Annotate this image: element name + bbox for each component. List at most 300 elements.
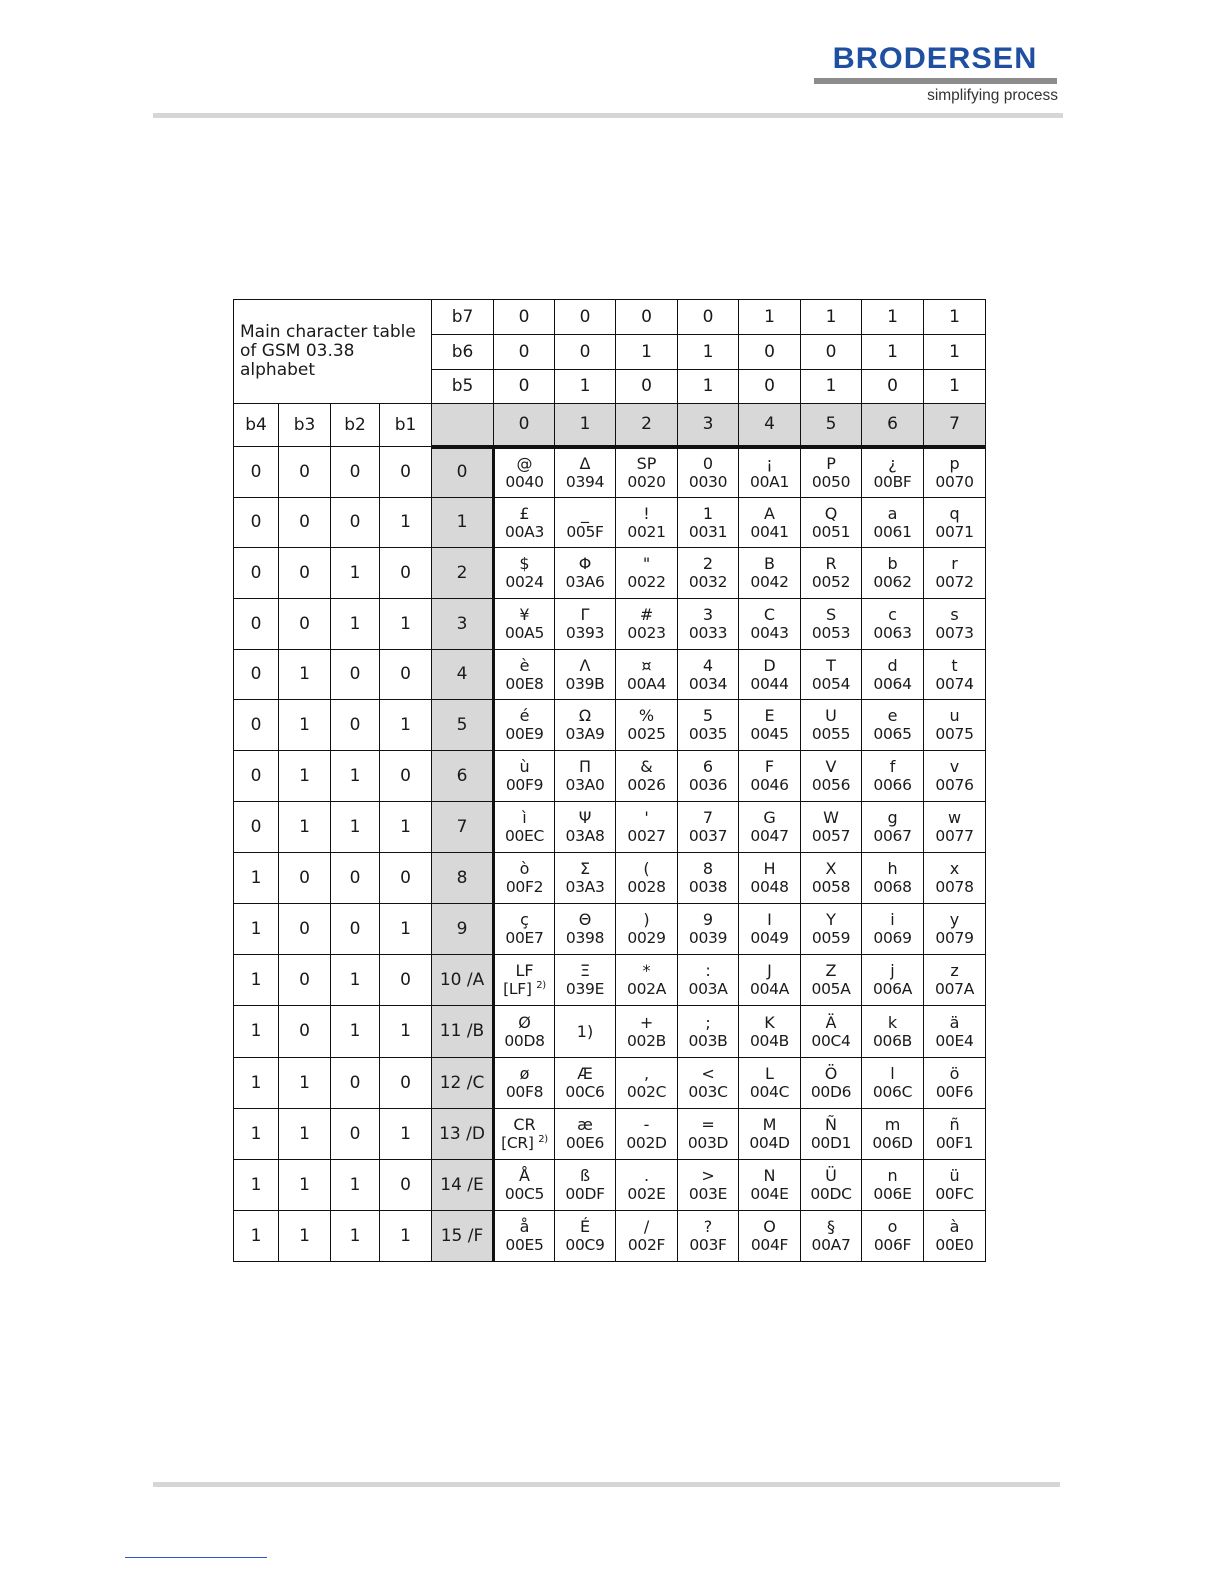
code-text: 0026 [627,776,666,794]
code-text: 03A3 [565,878,605,896]
char-cell [678,650,739,700]
unicode-code [801,878,861,896]
char-glyph: + [639,1012,654,1032]
char-cell [801,802,862,853]
low-bit-value: 0 [331,1058,380,1109]
char-glyph: R [825,554,837,573]
char-cell [555,1006,616,1058]
code-text: 0394 [565,472,605,491]
code-text: 0059 [811,929,851,947]
char-cell [616,1006,678,1058]
char-glyph: ( [643,859,650,878]
char-glyph: ç [520,910,529,929]
char-glyph: LF [515,961,534,980]
char-cell [555,599,616,650]
unicode-code [924,473,985,491]
code-text: 0075 [935,725,974,743]
unicode-code [555,573,615,591]
code-text: 00DF [565,1185,605,1203]
column-hex: 2 [616,404,678,447]
char-glyph: ¤ [641,655,652,675]
code-text: 0072 [935,573,974,591]
unicode-code [495,675,554,693]
char-glyph: 2 [702,554,714,573]
code-text: 00D1 [810,1134,852,1152]
unicode-code [616,1134,677,1152]
char-cell [862,904,924,955]
char-glyph: L [765,1064,774,1083]
char-cell [801,1109,862,1160]
char-glyph: % [638,706,655,725]
table-title: Main character table of GSM 03.38 alphabet [234,300,432,404]
low-bit-value: 1 [380,904,432,955]
char-glyph: Θ [578,910,592,929]
column-hex-row [234,404,986,447]
high-bit-value: 0 [555,300,616,335]
low-bit-value: 1 [331,599,380,650]
char-cell [924,700,986,751]
code-text: 0047 [750,827,789,845]
low-bit-value: 0 [331,700,380,751]
char-glyph: CR [513,1115,536,1134]
char-glyph: Φ [578,554,592,573]
table-row [234,1109,986,1160]
char-glyph: Π [579,757,592,776]
code-text: 00E5 [505,1236,544,1254]
code-text: 002B [627,1031,667,1050]
code-text: 00D8 [504,1031,545,1050]
char-glyph: l [890,1064,895,1083]
char-cell [494,498,555,548]
char-glyph: F [764,757,775,776]
char-cell [678,700,739,751]
char-cell [494,904,555,955]
char-glyph: 0 [702,453,714,473]
char-glyph: É [579,1217,591,1236]
char-glyph: 4 [702,655,714,675]
code-text: 004C [749,1083,790,1101]
unicode-code [495,1083,554,1101]
char-glyph: Å [519,1166,530,1185]
char-cell [555,650,616,700]
unicode-code [678,1032,738,1050]
char-cell [616,1160,678,1211]
code-text: 00E6 [565,1134,605,1152]
char-glyph: , [643,1064,650,1083]
code-text: 0030 [688,472,728,491]
table-row [234,700,986,751]
char-cell [924,904,986,955]
char-cell [862,1058,924,1109]
code-text: 00C5 [504,1185,545,1203]
code-text: 005A [811,980,851,998]
low-bit-value: 1 [380,700,432,751]
table-row [234,548,986,599]
unicode-code [739,1236,800,1254]
unicode-code [801,725,861,743]
char-cell [924,955,986,1006]
char-glyph: Λ [579,655,591,675]
unicode-code [555,878,615,896]
unicode-code [924,725,985,743]
char-cell [616,1109,678,1160]
high-bit-value: 1 [801,370,862,404]
code-text: 0054 [811,674,851,693]
unicode-code [924,1032,985,1050]
low-bit-value: 0 [380,650,432,700]
row-hex: 6 [432,751,494,802]
char-glyph: 8 [702,859,714,878]
low-bit-label: b2 [331,404,380,447]
char-glyph: B [764,554,775,573]
low-bit-value: 0 [331,1109,380,1160]
code-text: 0051 [811,522,851,541]
char-cell [555,802,616,853]
char-cell [801,498,862,548]
code-text: 0063 [873,624,912,642]
char-glyph: k [887,1012,898,1032]
row-hex: 7 [432,802,494,853]
low-bit-value: 0 [279,853,331,904]
char-cell [801,700,862,751]
high-bit-value: 0 [494,300,555,335]
unicode-code [616,473,677,491]
char-cell [801,751,862,802]
char-cell [739,751,801,802]
code-text: 00E7 [505,929,544,947]
unicode-code [801,1032,861,1050]
code-text: 0045 [750,725,789,743]
unicode-code [555,980,615,998]
char-cell [616,548,678,599]
unicode-code [555,1134,615,1152]
low-bit-value: 1 [331,802,380,853]
low-bit-value: 1 [380,1109,432,1160]
code-text: 0027 [627,827,666,845]
char-glyph: u [949,706,960,725]
char-cell [862,955,924,1006]
unicode-code [801,675,861,693]
code-text: 00F8 [505,1083,544,1101]
code-text: 039E [565,980,605,998]
char-glyph: _ [581,503,590,523]
unicode-code [495,523,554,541]
char-glyph: Ψ [578,808,592,827]
code-text: 0078 [935,878,974,896]
code-text: 0068 [873,878,912,896]
low-bit-value: 0 [279,955,331,1006]
char-glyph: a [887,503,898,523]
code-text: 00D6 [810,1083,852,1101]
unicode-code [924,776,985,794]
char-cell [862,1211,924,1262]
unicode-code [495,573,554,591]
char-glyph: à [949,1217,960,1236]
unicode-code [739,1032,800,1050]
char-glyph: # [639,605,654,624]
low-bit-value: 1 [279,1109,331,1160]
char-glyph: 9 [702,910,714,929]
table-row [234,904,986,955]
code-text: 0048 [750,878,789,896]
table-row [234,599,986,650]
low-bit-value: 0 [234,650,279,700]
char-glyph: Æ [577,1064,593,1083]
row-hex: 9 [432,904,494,955]
unicode-code [801,827,861,845]
code-text: 0038 [688,878,728,896]
char-glyph: z [950,961,959,980]
char-cell [924,498,986,548]
char-glyph: Ξ [579,961,591,980]
high-bit-value: 0 [862,370,924,404]
unicode-code [801,573,861,591]
low-bit-value: 1 [331,1006,380,1058]
unicode-code [862,1185,923,1203]
column-hex: 4 [739,404,801,447]
code-text: 0036 [688,776,728,794]
high-bit-value: 0 [739,370,801,404]
code-text: 006B [873,1031,913,1050]
char-cell [739,955,801,1006]
char-glyph: $ [519,554,530,573]
char-cell [494,802,555,853]
unicode-code [862,624,923,642]
footer-link-underline[interactable] [125,1557,267,1558]
low-bit-value: 0 [234,802,279,853]
table-row [234,447,986,498]
char-glyph: x [949,859,960,878]
code-text: 0039 [688,929,728,947]
table-row [234,1006,986,1058]
column-hex: 1 [555,404,616,447]
unicode-code [739,1185,800,1203]
char-cell [678,751,739,802]
code-text: 0028 [627,878,666,896]
char-cell [924,1109,986,1160]
char-cell [924,447,986,498]
code-text: 00E8 [505,674,544,693]
char-glyph: Ω [578,706,592,725]
code-text: 0079 [935,929,974,947]
unicode-code [678,1134,738,1152]
low-bit-value: 0 [331,650,380,700]
char-cell [494,700,555,751]
char-cell [494,853,555,904]
unicode-code [495,827,554,845]
low-bit-value: 0 [234,700,279,751]
code-text: 0021 [627,522,666,541]
char-cell [678,904,739,955]
unicode-code [616,624,677,642]
code-text: 0056 [811,776,851,794]
char-cell [555,498,616,548]
char-cell [862,751,924,802]
low-bit-value: 1 [380,1211,432,1262]
low-bit-value: 1 [380,1006,432,1058]
code-text: 0057 [811,827,851,845]
unicode-code [801,523,861,541]
low-bit-value: 1 [331,955,380,1006]
char-glyph: g [887,808,898,827]
char-cell [678,955,739,1006]
code-text: 0024 [505,573,544,591]
char-cell [739,599,801,650]
unicode-code [616,1185,677,1203]
high-bit-value: 1 [616,335,678,370]
code-text: 0071 [935,522,974,541]
unicode-code [678,725,738,743]
row-hex: 5 [432,700,494,751]
high-bit-label: b5 [432,370,494,404]
unicode-code [739,624,800,642]
unicode-code [801,980,861,998]
char-glyph: ; [705,1012,711,1032]
code-text: 005F [566,522,604,541]
code-text: 00FC [935,1185,974,1203]
char-cell [739,853,801,904]
char-glyph: 5 [702,706,714,725]
char-cell [494,1160,555,1211]
code-text: 002F [627,1236,666,1254]
low-bit-value: 0 [234,599,279,650]
char-glyph: s [950,605,959,624]
unicode-code [678,1185,738,1203]
code-text: 007A [935,980,975,998]
unicode-code [616,776,677,794]
row-hex: 11 /B [432,1006,494,1058]
char-cell [739,1211,801,1262]
char-cell [555,751,616,802]
code-text: 006D [872,1134,913,1152]
low-bit-value: 0 [234,447,279,498]
unicode-code [495,1032,554,1050]
unicode-code [862,523,923,541]
code-text: 0031 [688,522,728,541]
unicode-code [678,776,738,794]
code-text: 00F1 [935,1134,974,1152]
char-cell [862,802,924,853]
footer-rule [153,1482,1060,1487]
char-glyph: m [884,1115,901,1134]
low-bit-value: 1 [234,955,279,1006]
char-cell [801,548,862,599]
low-bit-value: 0 [331,498,380,548]
low-bit-value: 1 [380,802,432,853]
char-cell [739,802,801,853]
code-text: 00F9 [505,776,544,794]
char-cell [862,599,924,650]
row-hex: 12 /C [432,1058,494,1109]
char-glyph: e [887,706,898,725]
char-glyph: Δ [579,453,591,473]
char-glyph: Ü [825,1166,837,1185]
low-bit-value: 0 [279,447,331,498]
low-bit-label: b1 [380,404,432,447]
char-cell [494,751,555,802]
char-cell [494,650,555,700]
char-cell [555,447,616,498]
low-bit-value: 1 [380,498,432,548]
char-glyph: & [640,757,653,776]
unicode-code [801,473,861,491]
char-glyph: Y [826,910,836,929]
low-bit-value: 1 [234,1211,279,1262]
char-glyph: M [762,1115,777,1134]
footnote-marker: 2) [538,1133,548,1145]
code-text: 0066 [873,776,912,794]
logo-wordmark: BRODERSEN [832,42,1038,75]
char-cell [494,447,555,498]
code-text: 03A0 [565,776,605,794]
unicode-code [616,1032,677,1050]
unicode-code [616,929,677,947]
code-text: 006F [873,1236,912,1254]
unicode-code [678,980,738,998]
char-glyph: d [887,655,898,675]
low-bit-value: 1 [234,1058,279,1109]
char-cell [616,1058,678,1109]
char-glyph: J [767,961,772,980]
char-cell [801,1211,862,1262]
logo-tagline: simplifying process [927,87,1058,104]
table-row [234,955,986,1006]
char-glyph: ù [519,757,530,776]
char-glyph: Σ [579,859,591,878]
char-cell [924,802,986,853]
char-glyph: T [826,655,836,675]
char-cell [494,1006,555,1058]
low-bit-value: 0 [380,751,432,802]
char-glyph: : [705,961,711,980]
unicode-code [862,473,923,491]
unicode-code [616,725,677,743]
char-glyph: q [949,503,960,523]
code-text: 003D [687,1134,729,1152]
row-hex: 14 /E [432,1160,494,1211]
unicode-code [678,573,738,591]
unicode-code [862,573,923,591]
code-text: 00A4 [627,674,667,693]
unicode-code [616,827,677,845]
high-bit-value: 1 [678,370,739,404]
char-glyph: = [701,1115,715,1134]
char-cell [739,447,801,498]
code-text: 0041 [750,522,789,541]
char-cell [678,1006,739,1058]
low-bit-value: 0 [279,1006,331,1058]
char-glyph: r [951,554,958,573]
unicode-code [862,725,923,743]
code-text: [LF] [503,980,532,998]
low-bit-value: 1 [279,1211,331,1262]
code-text: 00E0 [935,1236,974,1254]
char-cell [616,955,678,1006]
char-glyph: 1) [576,1021,594,1041]
char-glyph: SP [636,453,657,473]
low-bit-value: 1 [279,650,331,700]
char-cell [924,853,986,904]
char-cell [801,1058,862,1109]
char-cell [924,1006,986,1058]
low-bit-value: 0 [331,447,380,498]
high-bit-value: 1 [924,370,986,404]
char-cell [862,498,924,548]
char-cell [739,1006,801,1058]
unicode-code [616,573,677,591]
code-text: 0076 [935,776,974,794]
char-glyph: ) [643,910,650,929]
